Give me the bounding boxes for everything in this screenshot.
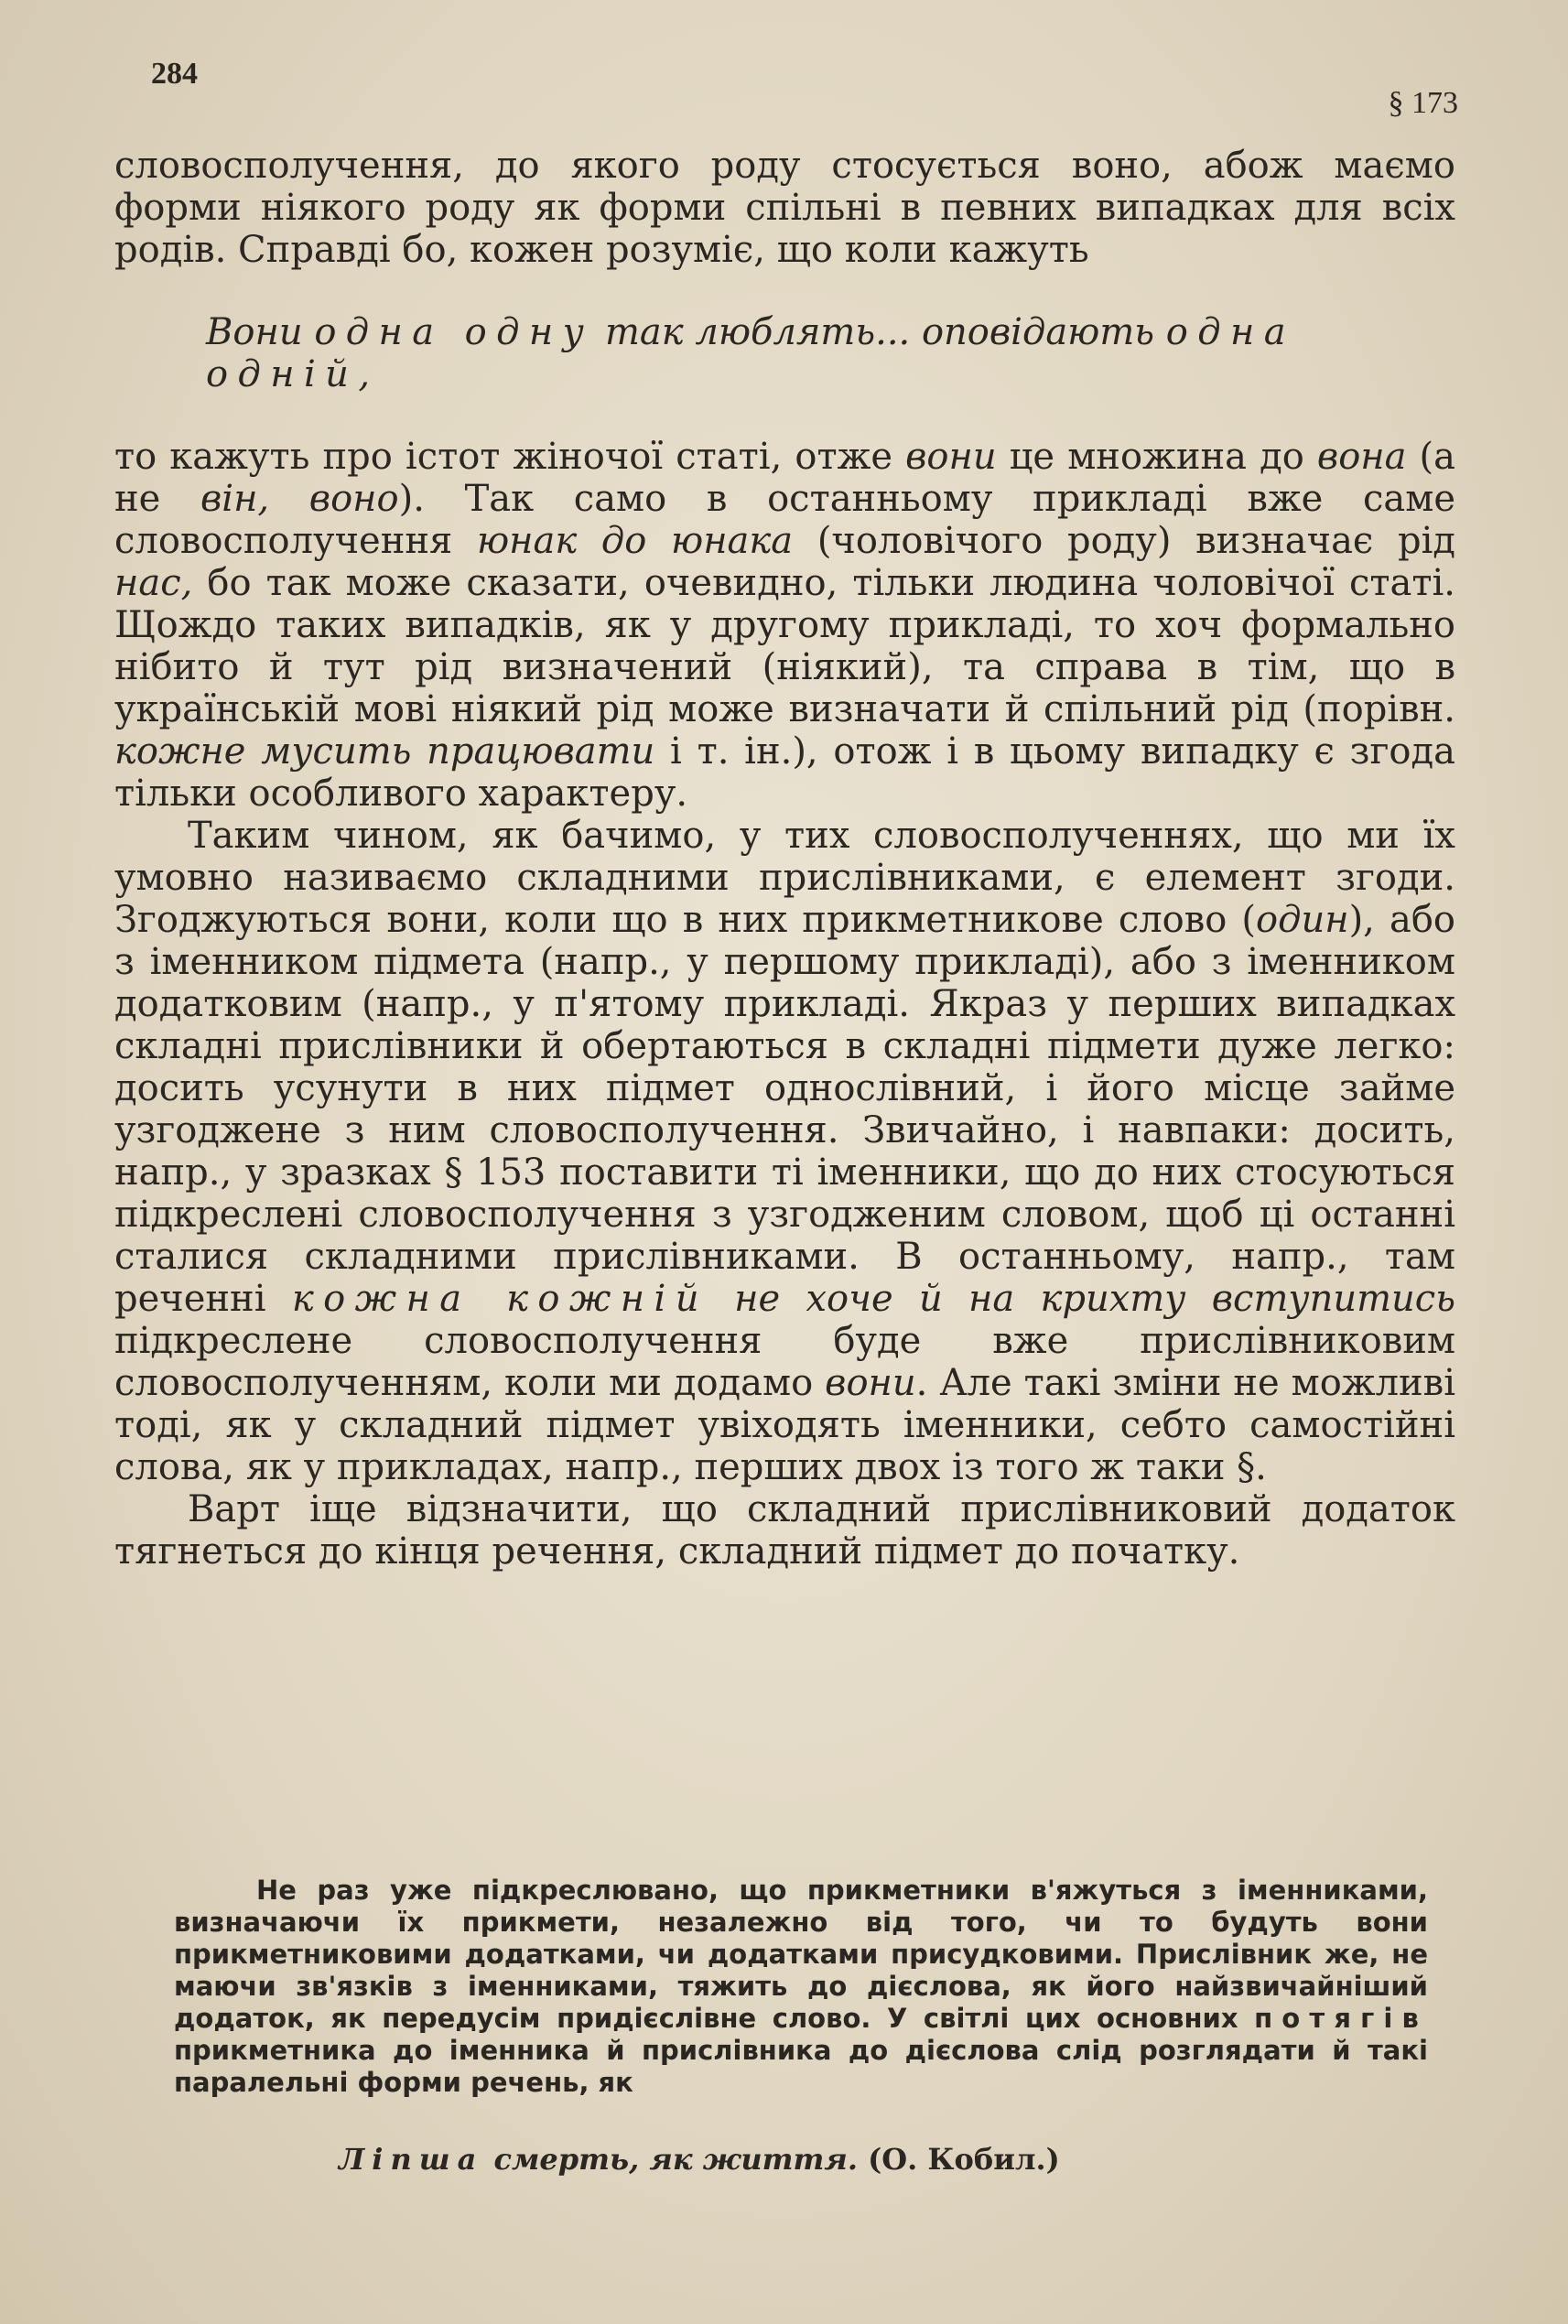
text-run: ). Так само в останньому прикладі вже саме словосполучення	[114, 478, 1456, 562]
italic-run: вони	[825, 1362, 916, 1404]
italic-run: не хоче й на крихту вступитись	[708, 1278, 1455, 1320]
section-reference: § 173	[1388, 86, 1458, 120]
paragraph-1: словосполучення, до якого роду стосується воно, абож маємо форми ніякого роду як форми спільні в певних випадках для всіх родів. Справді бо, кожен розуміє, що коли кажуть	[114, 145, 1455, 271]
quote-text: ,	[358, 353, 371, 395]
text-run: бо так може сказати, очевидно, тільки людина чоловічої статі. Щождо таких випадків, як у другому прикладі, то хоч формально нібито й тут рід визначений (ніякий), та справа в тім, що в українській мові ніякий рід може визначати й спільний рід (порівн.	[114, 562, 1455, 730]
quote-spaced-text: одна одну	[314, 311, 594, 353]
text-run: підкреслене словосполучення буде вже прислівниковим словосполученням, коли ми додамо	[114, 1320, 1455, 1404]
italic-run: нас,	[114, 562, 193, 604]
text-run: прикметника до іменника й прислівника до дієслова слід розглядати й такі паралельні форми речень, як	[174, 2035, 1428, 2098]
citation: (О. Кобил.)	[857, 2142, 1060, 2177]
page-number: 284	[151, 57, 198, 91]
italic-run: вона	[1316, 436, 1407, 478]
quote-text: Вони	[206, 311, 315, 353]
paragraph-4: Варт іще відзначити, що складний прислівниковий додаток тягнеться до кінця речення, складний підмет до початку.	[114, 1488, 1455, 1573]
spaced-run: кожна кожній	[291, 1278, 708, 1320]
footnote-block	[174, 1875, 1428, 2099]
example-quote	[206, 311, 1455, 395]
main-text	[114, 145, 1455, 1573]
italic-run: один	[1256, 899, 1349, 941]
text-run: (чоловічого роду) визначає рід	[793, 520, 1456, 562]
paragraph-3	[114, 815, 1455, 1488]
text-run: ), або з іменником підмета (напр., у першому прикладі), або з іменником додатковим (напр., у п'ятому прикладі. Якраз у перших випадках складні прислівники й обертаються в складні підмети дуже легко: досить усунути в них підмет однослівний, і його місце займе узгоджене з ним словосполучення. Звичайно, і навпаки: досить, напр., у зразках § 153 поставити ті іменники, що до них стосуються підкреслені словосполучення з узгодженим словом, щоб ці останні сталися складними прислівниками. В останньому, напр., там реченні	[114, 899, 1456, 1320]
text-run: то кажуть про істот жіночої статі, отже	[114, 436, 906, 478]
spaced-run: потягів	[1254, 2003, 1428, 2034]
italic-run: юнак до юнака	[476, 520, 794, 562]
closing-example	[339, 2142, 1060, 2177]
page-header	[0, 57, 1568, 120]
spaced-run: Ліпша	[339, 2142, 484, 2177]
text-run: . Але такі зміни не можливі тоді, як у складний підмет увіходять іменники, себто самостійні слова, як у прикладах, напр., перших двох із того ж таки §.	[114, 1362, 1455, 1488]
italic-run: вони	[905, 436, 997, 478]
text-run: Таким чином, як бачимо, у тих словосполученнях, що ми їх умовно називаємо складними прислівниками, є елемент згоди. Згоджуються вони, коли що в них прикметникове слово (	[114, 815, 1455, 941]
text-run: Не раз уже підкреслювано, що прикметники в'яжуться з іменниками, визначаючи їх прикмети, незалежно від того, чи то будуть вони прикметниковими додатками, чи додатками присудковими. Прислівник же, не маючи зв'язків з іменниками, тяжить до дієслова, як його найзвичайніший додаток, як передусім придієслівне слово. У світлі цих основних	[174, 1875, 1428, 2034]
text-run: (а не	[114, 436, 1456, 520]
italic-run: смерть, як життя.	[483, 2142, 858, 2177]
note-paragraph	[174, 1875, 1428, 2099]
quote-spaced-text: одна одній	[206, 311, 1296, 395]
italic-run: він, воно	[200, 478, 399, 520]
italic-run: кожне мусить працювати	[114, 730, 655, 773]
quote-text: так люблять... оповідають	[593, 311, 1166, 353]
paragraph-2	[114, 436, 1455, 815]
text-run: це множина до	[996, 436, 1317, 478]
text-run: і т. ін.), отож і в цьому випадку є згода тільки особливого характеру.	[114, 730, 1455, 815]
